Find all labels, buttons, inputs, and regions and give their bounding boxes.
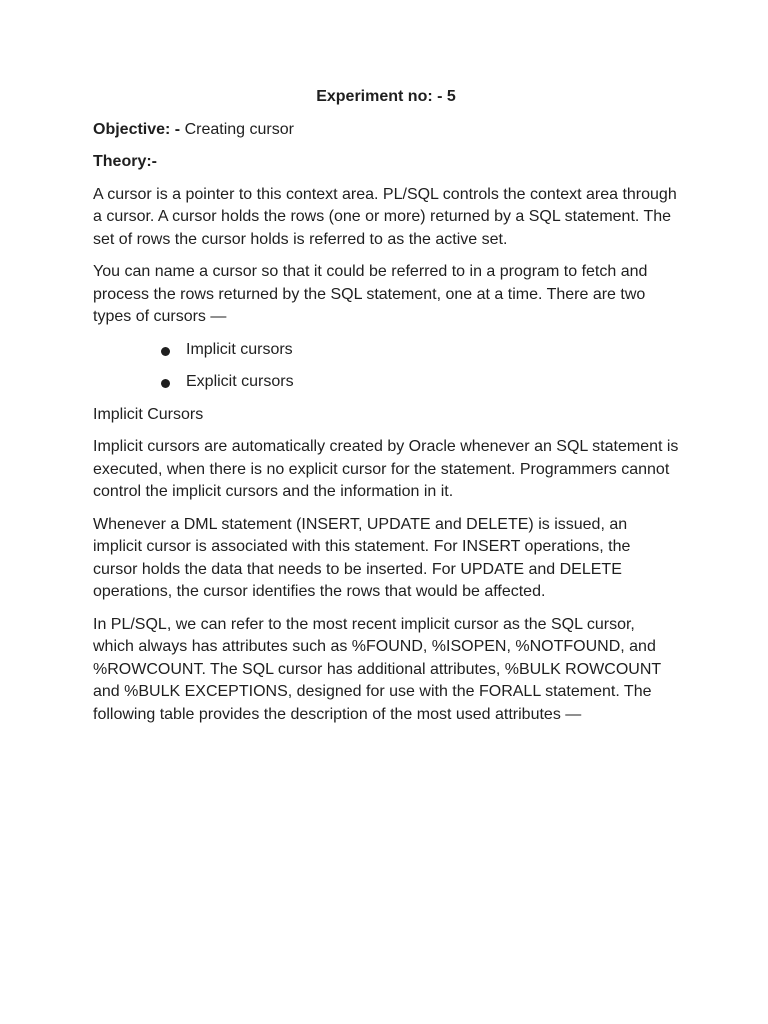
list-item-text: Explicit cursors <box>186 373 294 390</box>
cursor-types-list <box>93 339 679 394</box>
objective-text: Creating cursor <box>180 120 294 138</box>
paragraph: Whenever a DML statement (INSERT, UPDATE and DELETE) is issued, an implicit cursor is associated with this statement. For INSERT operations, the cursor holds the data that needs to be inserted. For UPDATE and DELETE operations, the cursor identifies the rows that would be affected. <box>93 515 631 600</box>
document-page <box>93 86 679 736</box>
paragraph: In PL/SQL, we can refer to the most recent implicit cursor as the SQL cursor, which always has attributes such as %FOUND, %ISOPEN, %NOTFOUND, and %ROWCOUNT. The SQL cursor has additional attributes, %BULK ROWCOUNT and %BULK EXCEPTIONS, designed for use with the FORALL statement. The following table provides the description of the most used attributes — <box>93 615 661 723</box>
bullet-icon <box>161 347 170 356</box>
theory-label: Theory:- <box>93 153 157 170</box>
objective-label: Objective: - <box>93 120 181 138</box>
list-item <box>93 339 679 362</box>
objective-line <box>93 119 679 142</box>
section-heading: Implicit Cursors <box>93 405 204 423</box>
bullet-icon <box>161 379 170 388</box>
list-item-text: Implicit cursors <box>186 340 293 358</box>
paragraph: Implicit cursors are automatically created by Oracle whenever an SQL statement is executed, when there is no explicit cursor for the statement. Programmers cannot control the implicit cursors and the information in it. <box>93 438 679 500</box>
paragraph: A cursor is a pointer to this context area. PL/SQL controls the context area through a cursor. A cursor holds the rows (one or more) returned by a SQL statement. The set of rows the cursor holds is referred to as the active set. <box>93 185 677 248</box>
paragraph: You can name a cursor so that it could be referred to in a program to fetch and process the rows returned by the SQL statement, one at a time. There are two types of cursors — <box>93 263 648 325</box>
page-title: Experiment no: - 5 <box>316 88 456 105</box>
list-item <box>93 371 679 394</box>
